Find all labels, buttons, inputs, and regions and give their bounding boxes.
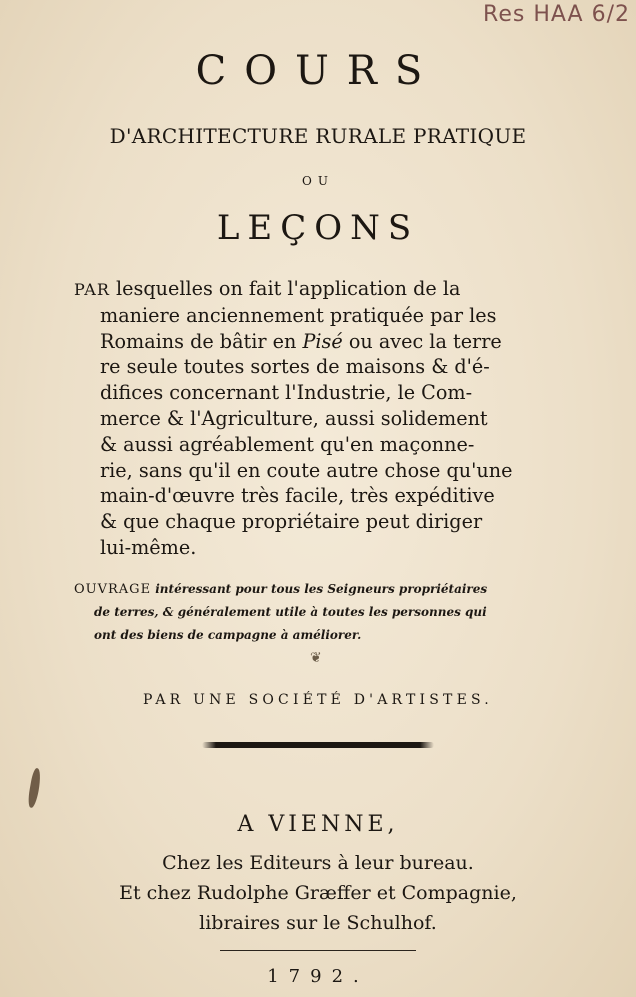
ouvrage-text: intéressant pour tous les Seigneurs propriétaires [151, 582, 488, 596]
description-line: maniere anciennement pratiquée par les [100, 303, 497, 327]
description-line [74, 329, 554, 355]
description-line: lui-même. [100, 535, 197, 559]
ouvrage-line: ont des biens de campagne à améliorer. [94, 628, 362, 642]
author-line: PAR UNE SOCIÉTÉ D'ARTISTES. [143, 692, 493, 708]
description-text: ou avec la terre [342, 329, 502, 353]
book-subtitle: D'ARCHITECTURE RURALE PRATIQUE [109, 124, 527, 148]
pise-term: Pisé [302, 329, 343, 353]
book-title: COURS [195, 48, 441, 94]
description-line: re seule toutes sortes de maisons & d'é- [100, 355, 490, 379]
divider-rule [220, 950, 416, 951]
section-title: LEÇONS [216, 208, 420, 248]
description-text: lesquelles on fait l'application de la [109, 277, 461, 300]
description-line: difices concernant l'Industrie, le Com- [100, 381, 473, 405]
description-line: merce & l'Agriculture, aussi solidement [100, 406, 488, 430]
description-text: Romains de bâtir en [100, 329, 303, 353]
description-line: rie, sans qu'il en coute autre chose qu'une [100, 458, 513, 482]
imprint-place: A VIENNE, [237, 812, 399, 837]
ouvrage-lead: OUVRAGE [74, 582, 152, 597]
publisher-line: Chez les Editeurs à leur bureau. [162, 852, 474, 874]
library-shelfmark: Res HAA 6/2 [483, 2, 630, 27]
connector-word: OU [302, 174, 334, 188]
description-lead: PAR [74, 280, 110, 299]
description-line [74, 276, 554, 303]
description-line: & aussi agréablement qu'en maçonne- [100, 432, 475, 456]
publisher-line: Et chez Rudolphe Græffer et Compagnie, [119, 882, 517, 904]
paper-stain [27, 768, 43, 809]
decorative-rule [202, 742, 434, 748]
description-line: main-d'œuvre très facile, très expéditive [100, 484, 495, 508]
ouvrage-line: de terres, & généralement utile à toutes les personnes qui [94, 605, 487, 619]
publisher-line: libraires sur le Schulhof. [199, 912, 437, 934]
description-line: & que chaque propriétaire peut diriger [100, 510, 483, 534]
ouvrage-note [74, 578, 554, 647]
description-paragraph [74, 276, 554, 561]
fleuron-icon: ❦ [310, 650, 322, 666]
publication-year: 1792. [267, 966, 369, 987]
ouvrage-line [74, 578, 554, 601]
publisher-block [0, 848, 636, 938]
